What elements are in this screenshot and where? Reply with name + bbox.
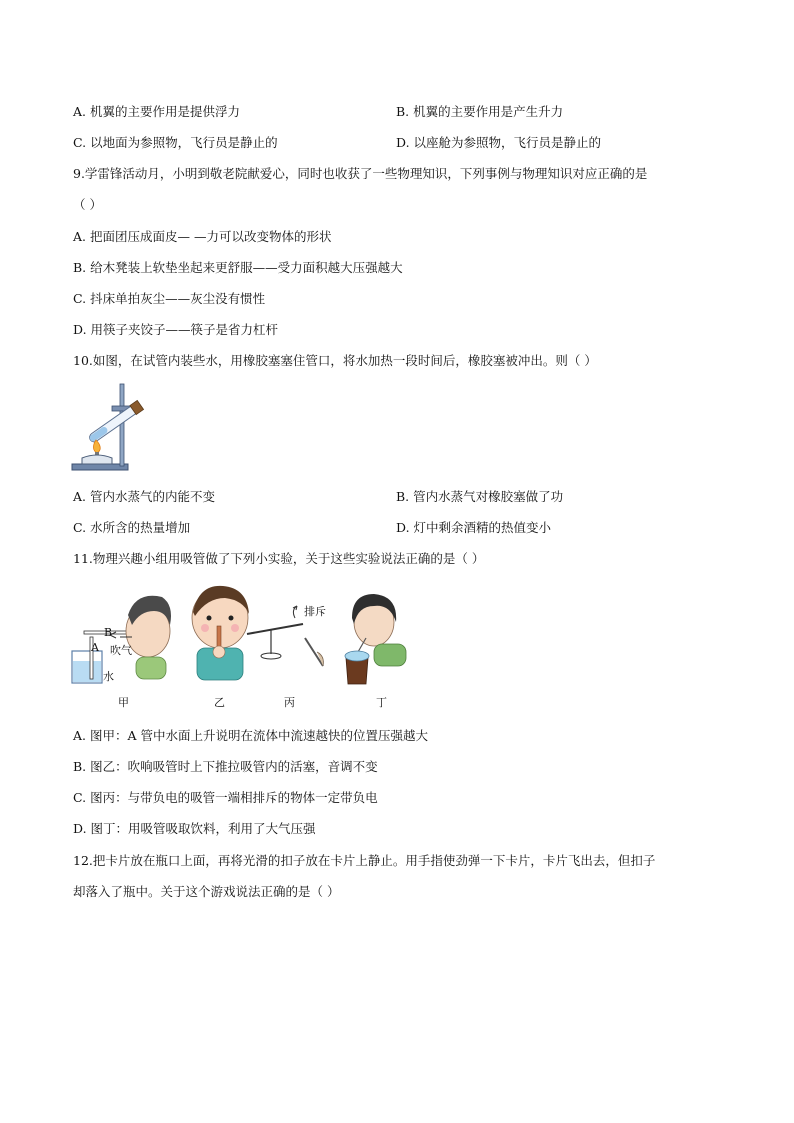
- q11-option-c: C. 图丙：与带负电的吸管一端相排斥的物体一定带负电: [73, 790, 378, 805]
- q11-stem: 11.物理兴趣小组用吸管做了下列小实验，关于这些实验说法正确的是（ ）: [73, 551, 485, 566]
- q10-figure-test-tube-heating: [68, 380, 148, 475]
- q9-option-b: B. 给木凳装上软垫坐起来更舒服——受力面积越大压强越大: [73, 260, 403, 275]
- q9-paren: （ ）: [73, 197, 102, 212]
- q8-option-b: B. 机翼的主要作用是产生升力: [396, 104, 564, 119]
- caption-ding: 丁: [376, 696, 387, 709]
- label-water: 水: [103, 670, 114, 683]
- label-b: B: [104, 626, 113, 639]
- q10-option-c: C. 水所含的热量增加: [73, 520, 191, 535]
- q8-option-d: D. 以座舱为参照物，飞行员是静止的: [396, 135, 602, 150]
- q8-option-a: A. 机翼的主要作用是提供浮力: [73, 104, 240, 119]
- q8-option-c: C. 以地面为参照物，飞行员是静止的: [73, 135, 278, 150]
- q10-option-d: D. 灯中剩余酒精的热值变小: [396, 520, 552, 535]
- q9-option-c: C. 抖床单拍灰尘——灰尘没有惯性: [73, 291, 266, 306]
- q10-option-b: B. 管内水蒸气对橡胶塞做了功: [396, 489, 564, 504]
- alcohol-lamp: [82, 455, 112, 464]
- stand-rod: [120, 384, 124, 466]
- caption-jia: 甲: [118, 696, 129, 709]
- q11-option-a: A. 图甲：A 管中水面上升说明在流体中流速越快的位置压强越大: [73, 728, 428, 743]
- caption-yi: 乙: [214, 696, 225, 709]
- q10-stem: 10.如图，在试管内装些水，用橡胶塞塞住管口，将水加热一段时间后，橡胶塞被冲出。则（ ）: [73, 353, 597, 368]
- q12-stem-line2: 却落入了瓶中。关于这个游戏说法正确的是（ ）: [73, 884, 340, 899]
- q9-option-a: A. 把面团压成面皮— —力可以改变物体的形状: [73, 229, 332, 244]
- q12-stem-line1: 12.把卡片放在瓶口上面，再将光滑的扣子放在卡片上静止。用手指使劲弹一下卡片，卡片飞出去，但扣子: [73, 853, 656, 868]
- q11-figure-jia: [70, 585, 180, 685]
- q11-option-d: D. 图丁：用吸管吸取饮料，利用了大气压强: [73, 821, 316, 836]
- q11-figure-ding: [340, 588, 415, 688]
- q10-option-a: A. 管内水蒸气的内能不变: [73, 489, 215, 504]
- label-a: A: [91, 641, 99, 654]
- q9-stem: 9.学雷锋活动月，小明到敬老院献爱心，同时也收获了一些物理知识，下列事例与物理知识对应正确的是: [73, 166, 648, 181]
- q11-option-b: B. 图乙：吹响吸管时上下推拉吸管内的活塞，音调不变: [73, 759, 378, 774]
- stand-base: [72, 464, 128, 470]
- label-blow: 吹气: [110, 644, 132, 657]
- label-repel: 排斥: [304, 605, 326, 618]
- flame-icon: [93, 440, 100, 453]
- caption-bing: 丙: [284, 696, 295, 709]
- q9-option-d: D. 用筷子夹饺子——筷子是省力杠杆: [73, 322, 279, 337]
